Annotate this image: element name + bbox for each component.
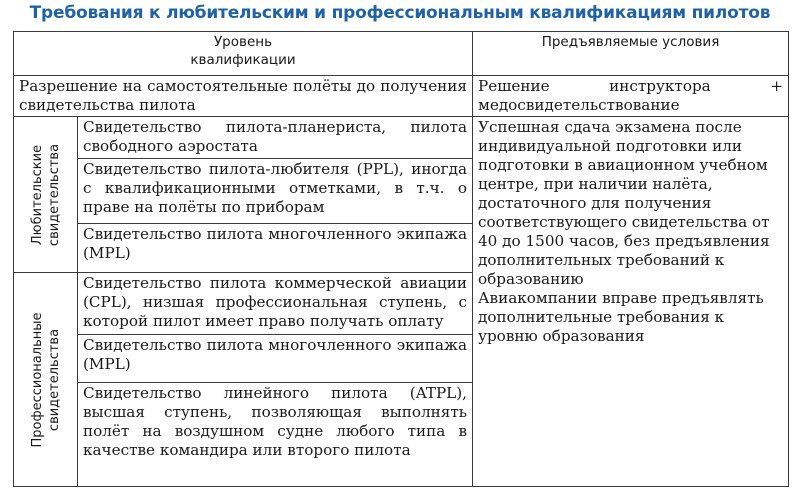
professional-label-line1: Профессиональные <box>29 312 45 447</box>
qualifications-table <box>13 31 789 487</box>
amateur-label-line1: Любительские <box>29 144 45 245</box>
header-conditions: Предъявляемые условия <box>473 32 789 76</box>
table-row <box>14 117 789 159</box>
amateur-licenses-label <box>14 117 78 273</box>
professional-licenses-label <box>14 273 78 487</box>
licenses-condition-cell <box>473 117 789 487</box>
solo-permission-cell: Разрешение на самостоятельные полёты до получения свидетельства пилота <box>14 76 473 117</box>
professional-label-line2: свидетельства <box>46 328 62 431</box>
condition-paragraph-airlines: Авиакомпании вправе предъявлять дополнительные требования к уровню образования <box>478 289 764 345</box>
condition-paragraph-exam: Успешная сдача экзамена после индивидуальной подготовки или подготовки в авиационном учебном центре, при наличии налёта, достаточного для получения соответствующего свидетельства от 40 до 1500 часов, без предъявления дополнительных требований к образованию <box>478 118 770 288</box>
solo-condition-cell: Решение инструктора + медосвидетельствование <box>473 76 789 117</box>
license-mpl-amateur: Свидетельство пилота многочленного экипажа (MPL) <box>78 224 473 273</box>
license-mpl-professional: Свидетельство пилота многочленного экипажа (MPL) <box>78 335 473 383</box>
table-row <box>14 76 789 117</box>
header-qualification-level <box>14 32 473 76</box>
table-title: Требования к любительским и профессиональным квалификациям пилотов <box>29 3 771 23</box>
header-level-line2: квалификации <box>190 52 296 68</box>
amateur-label-line2: свидетельства <box>46 143 62 246</box>
header-row <box>14 32 789 76</box>
header-level-line1: Уровень <box>213 34 273 50</box>
license-atpl: Свидетельство линейного пилота (ATPL), высшая ступень, позволяющая выполнять полёт на воздушном судне любого типа в качестве командира или второго пилота <box>78 383 473 487</box>
license-cpl: Свидетельство пилота коммерческой авиации (CPL), низшая профессиональная ступень, с которой пилот имеет право получать оплату <box>78 273 473 335</box>
license-ppl: Свидетельство пилота-любителя (PPL), иногда с квалификационными отметками, в т.ч. о праве на полёты по приборам <box>78 159 473 224</box>
license-glider-balloon: Свидетельство пилота-планериста, пилота свободного аэростата <box>78 117 473 159</box>
